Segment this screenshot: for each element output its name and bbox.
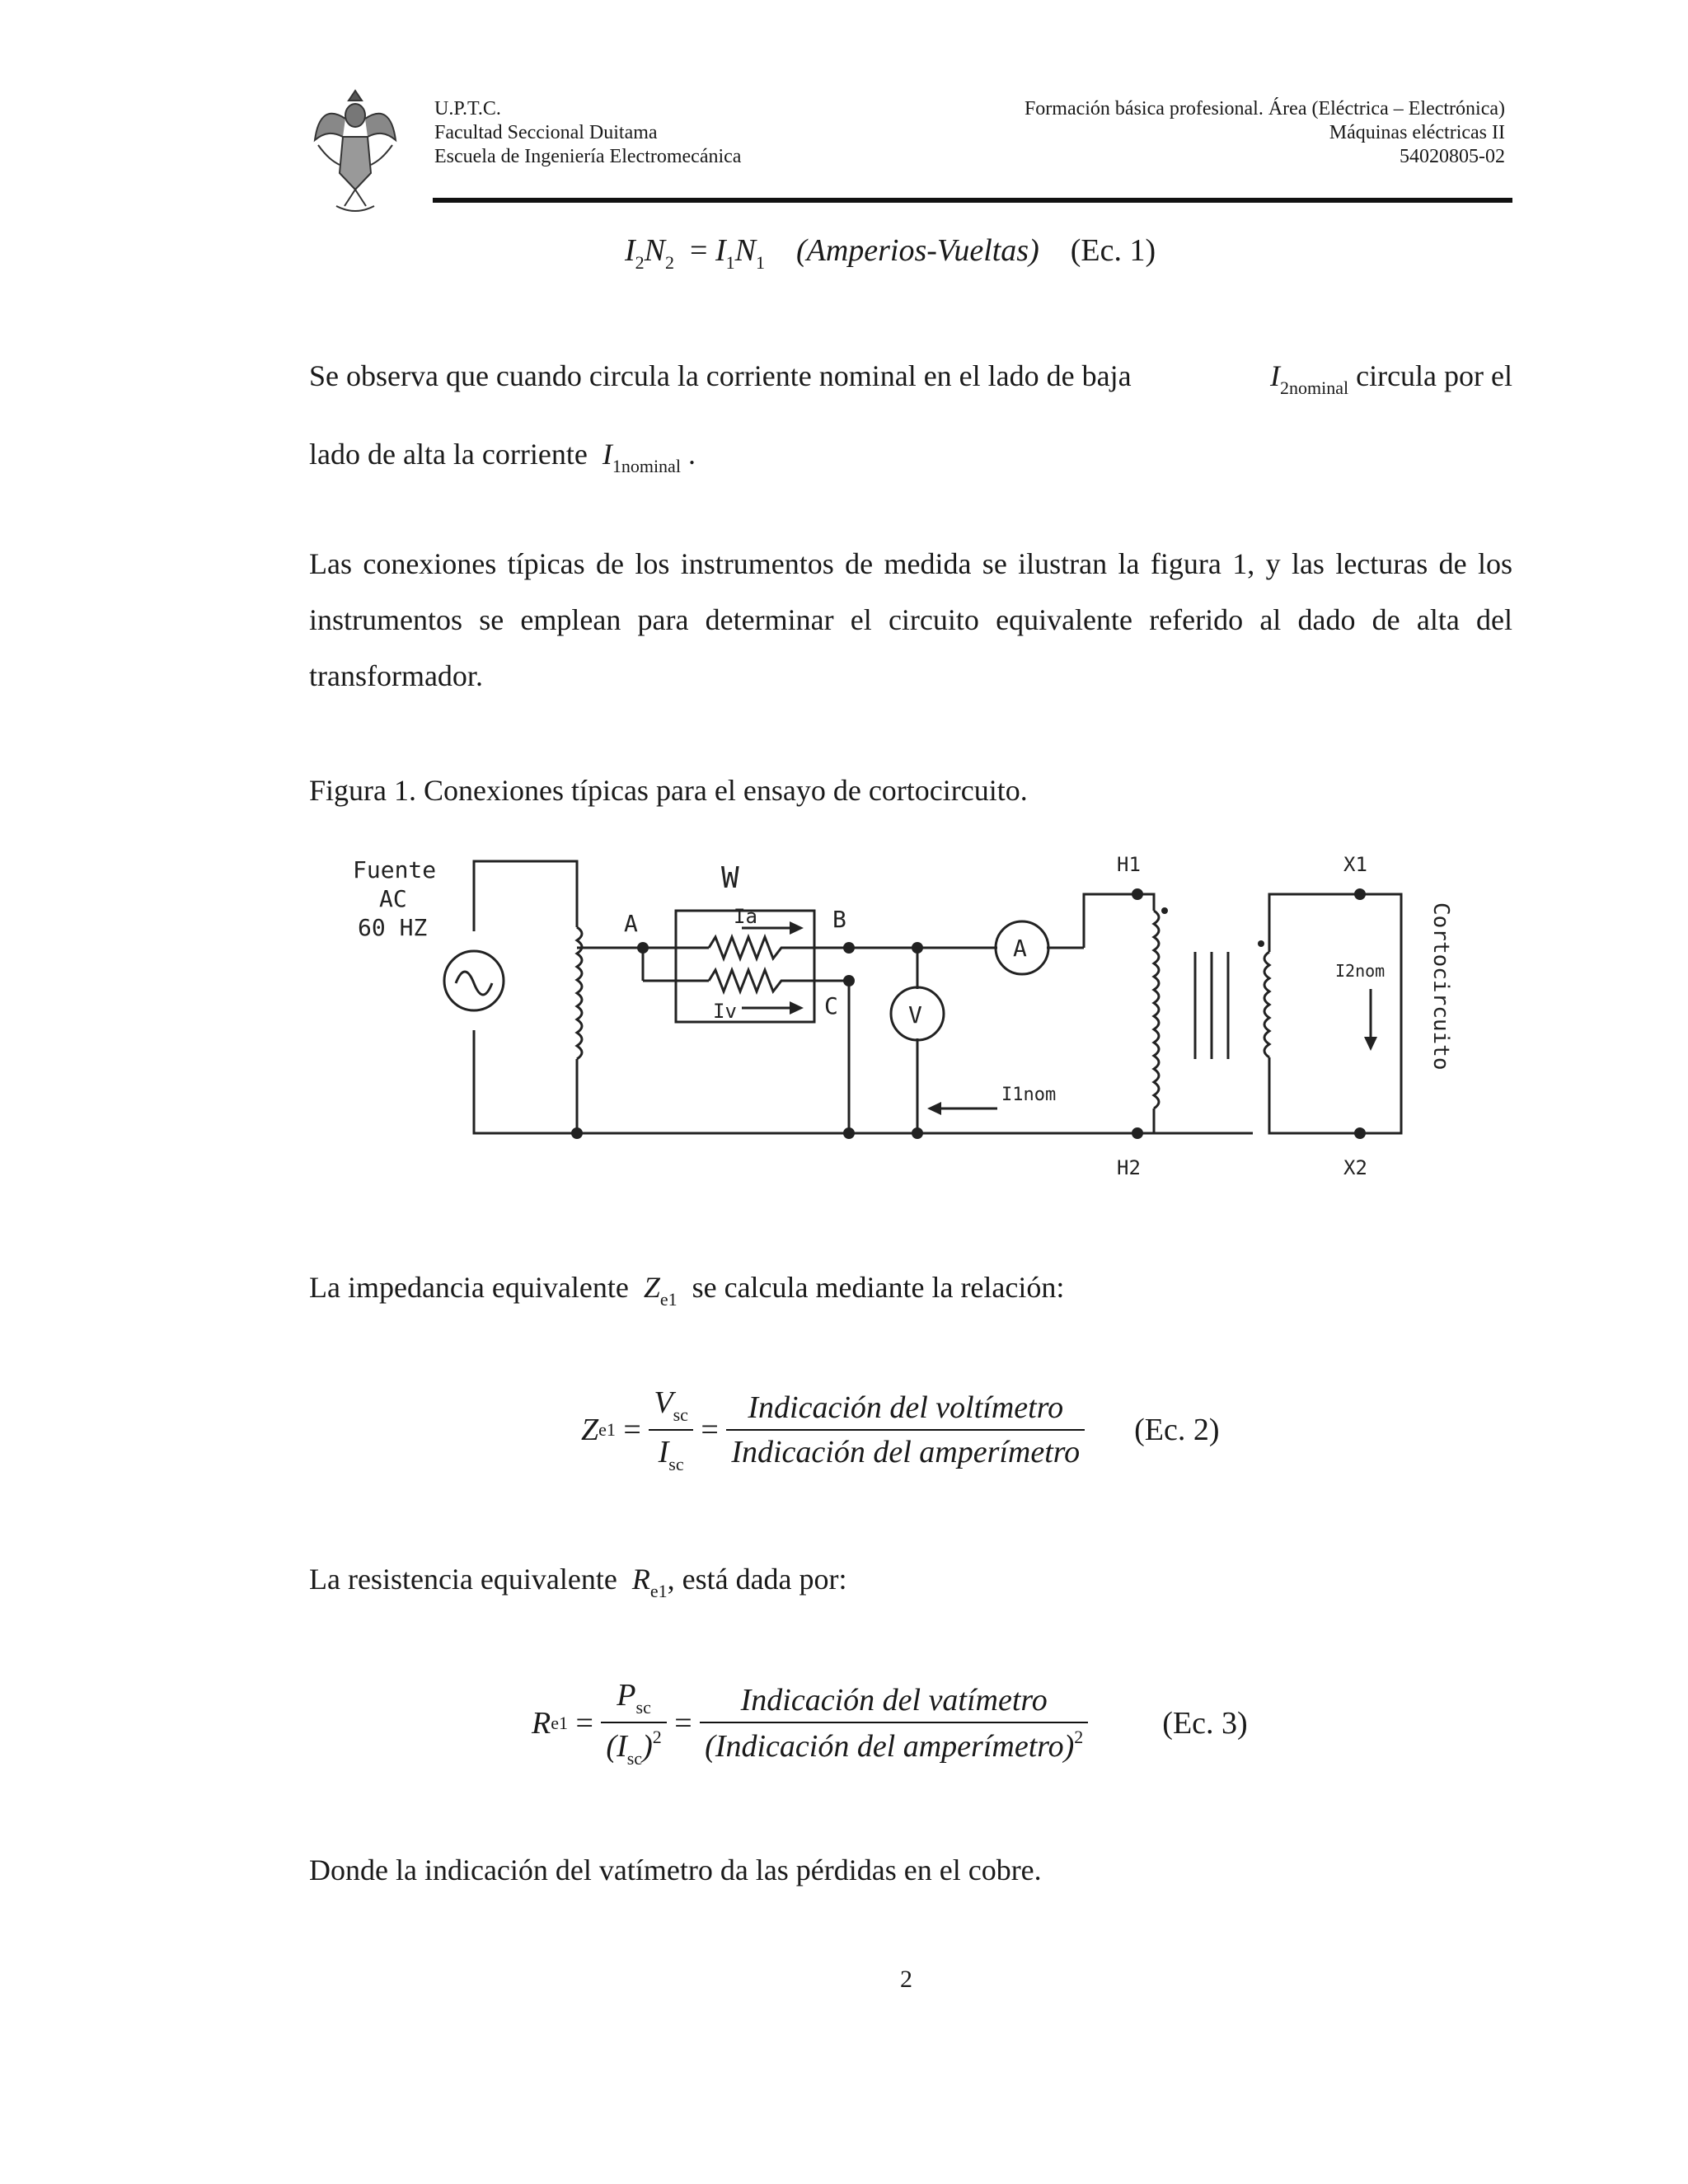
paragraph-4-part-a: La resistencia equivalente	[309, 1563, 617, 1596]
paragraph-3: La impedancia equivalente $Z_{e1}$ se calcula mediante la relación:	[309, 1271, 1065, 1310]
equation-2: Z e1 = $\frac{V_{sc}}{I_{sc}}$ = $\frac{\text{Indicación del voltímetro}}{\text{Indicación del amperímetro}}$ (Ec. 2)	[581, 1385, 1220, 1474]
x1-label: X1	[1343, 853, 1367, 876]
ia-label: Ia	[734, 905, 757, 928]
header-right	[763, 97, 1505, 169]
header-left	[434, 97, 741, 169]
equation-3-denominator: Indicación del amperímetro	[715, 1729, 1064, 1764]
iv-label: Iv	[713, 1000, 737, 1023]
paragraph-1-part-a: Se observa que cuando circula la corriente nominal en el lado de baja	[309, 359, 1132, 392]
equation-3-numerator: Indicación del vatímetro	[700, 1682, 1088, 1723]
header-code: 54020805-02	[1400, 146, 1505, 167]
circuit-diagram	[346, 828, 1484, 1191]
i2nom-label: I2nom	[1335, 961, 1386, 981]
source-label-line-1: Fuente	[353, 856, 437, 883]
voltmeter-label: V	[908, 1001, 922, 1029]
equation-1-number: (Ec. 1)	[1070, 233, 1156, 268]
equation-3: R e1 = $\frac{P_{sc}}{(I_{sc})^2}$ = $\frac{\text{Indicación del vatímetro}}{(Indicación del amperímetro)^2}$ (Ec. 3)	[532, 1678, 1248, 1769]
paragraph-1-part-b: circula por el	[1356, 359, 1512, 392]
equation-2-denominator: Indicación del amperímetro	[731, 1435, 1081, 1469]
paragraph-4-part-b: , está dada por:	[667, 1563, 847, 1596]
header-course: Máquinas eléctricas II	[1329, 122, 1505, 143]
equation-1: $I_2N_2 = I_1N_1$ (Amperios-Vueltas) (Ec. 1)	[625, 233, 1156, 273]
university-crest-logo	[312, 82, 399, 216]
source-label-line-2: AC	[379, 885, 407, 912]
header-rule	[433, 198, 1512, 203]
x2-label: X2	[1343, 1156, 1367, 1179]
i1-nominal-subscript: 1nominal	[612, 456, 681, 476]
header-school: Escuela de Ingeniería Electromecánica	[434, 146, 742, 167]
h2-label: H2	[1117, 1156, 1141, 1179]
paragraph-1: Se observa que cuando circula la corriente nominal en el lado de baja $I_{2nominal}$ circula por el lado de alta la corriente $I_{1nominal}$ .	[309, 348, 1512, 494]
equation-2-numerator: Indicación del voltímetro	[726, 1390, 1085, 1431]
header-faculty: Facultad Seccional Duitama	[434, 122, 658, 143]
h1-label: H1	[1117, 853, 1141, 876]
node-b-label: B	[832, 906, 846, 933]
paragraph-3-part-a: La impedancia equivalente	[309, 1271, 629, 1304]
paragraph-1-part-c: lado de alta la corriente	[309, 438, 588, 471]
page-number: 2	[900, 1966, 912, 1993]
i1nom-label: I1nom	[1001, 1085, 1057, 1105]
equation-3-number: (Ec. 3)	[1162, 1706, 1248, 1741]
paragraph-3-part-b: se calcula mediante la relación:	[692, 1271, 1065, 1304]
figure-caption: Figura 1. Conexiones típicas para el ensayo de cortocircuito.	[309, 774, 1028, 807]
paragraph-2: Las conexiones típicas de los instrumentos de medida se ilustran la figura 1, y las lecturas de los instrumentos se emplean para determinar el circuito equivalente referido al dado de alta del transformador.	[309, 547, 1512, 692]
header-area: Formación básica profesional. Área (Eléctrica – Electrónica)	[1024, 98, 1505, 120]
equation-1-label: (Amperios-Vueltas)	[795, 233, 1039, 268]
i2-nominal-subscript: 2nominal	[1279, 377, 1349, 398]
wattmeter-label: W	[721, 861, 739, 895]
header-university: U.P.T.C.	[434, 98, 501, 120]
node-a-label: A	[624, 910, 638, 937]
paragraph-4: La resistencia equivalente $R_{e1}$, está dada por:	[309, 1563, 847, 1601]
ammeter-label: A	[1013, 935, 1027, 962]
paragraph-5: Donde la indicación del vatímetro da las pérdidas en el cobre.	[309, 1854, 1042, 1886]
equation-2-number: (Ec. 2)	[1134, 1413, 1220, 1447]
node-c-label: C	[824, 992, 838, 1019]
source-label-line-3: 60 HZ	[358, 914, 428, 941]
short-circuit-label: Cortocircuito	[1428, 902, 1453, 1071]
